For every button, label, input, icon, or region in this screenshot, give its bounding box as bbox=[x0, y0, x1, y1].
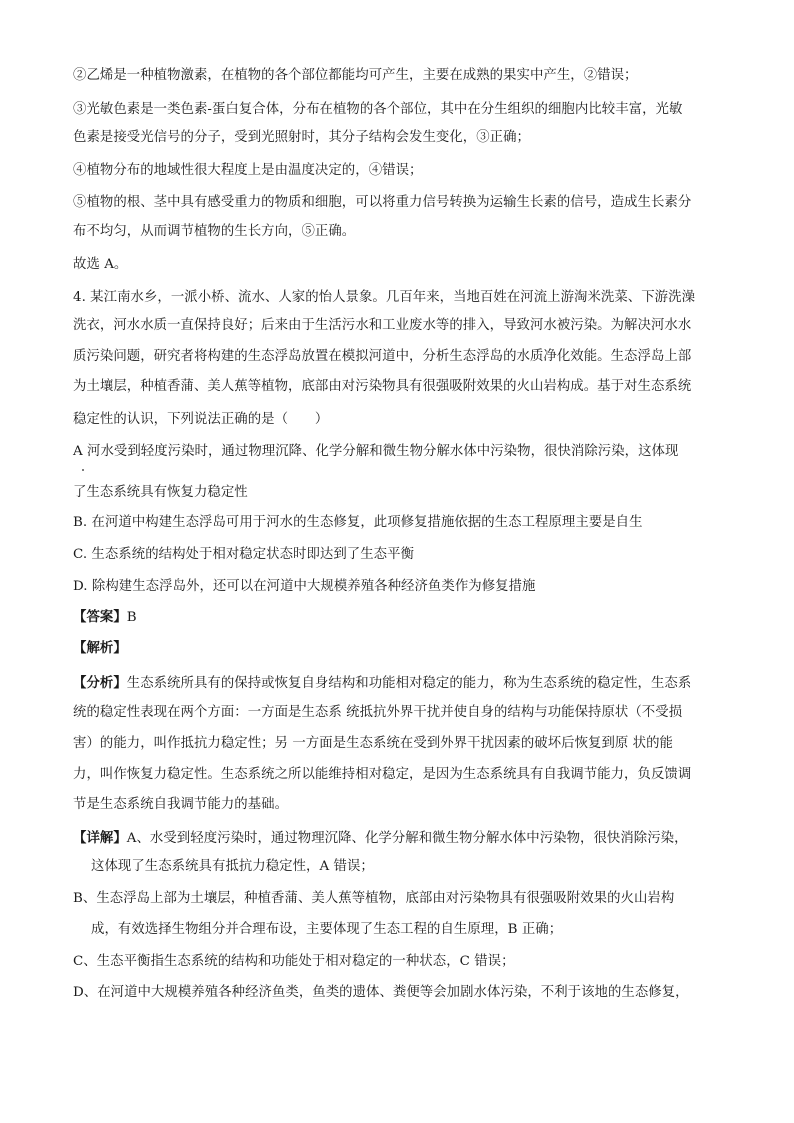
question-stem: 质污染问题，研究者将构建的生态浮岛放置在模拟河道中，分析生态浮岛的水质净化效能。生态浮岛上部 bbox=[73, 349, 692, 364]
xiangjie-line: 成，有效选择生物组分并合理布设，主要体现了生态工程的自生原理，B 正确； bbox=[91, 922, 563, 937]
option-b: B. 在河道中构建生态浮岛可用于河水的生态修复，此项修复措施依据的生态工程原理主要是自生 bbox=[73, 515, 643, 530]
text-line: ②乙烯是一种植物激素，在植物的各个部位都能均可产生，主要在成熟的果实中产生，②错误； bbox=[73, 68, 638, 83]
text-line: 布不均匀，从而调节植物的生长方向，⑤正确。 bbox=[73, 224, 356, 239]
xiangjie-line: D、在河道中大规模养殖各种经济鱼类，鱼类的遗体、粪便等会加剧水体污染，不利于该地的生态修复， bbox=[73, 985, 689, 1000]
xiangjie-line bbox=[73, 829, 688, 848]
stray-dot bbox=[82, 469, 84, 471]
text-line: ④植物分布的地域性很大程度上是由温度决定的，④错误； bbox=[73, 163, 423, 178]
option-c: C. 生态系统的结构处于相对稳定状态时即达到了生态平衡 bbox=[73, 547, 415, 562]
text-line: ⑤植物的根、茎中具有感受重力的物质和细胞，可以将重力信号转换为运输生长素的信号，造成生长素分 bbox=[73, 195, 692, 210]
fenxi-tag: 【分析】 bbox=[73, 675, 127, 691]
question-stem: 稳定性的认识，下列说法正确的是（ ） bbox=[73, 412, 329, 427]
fenxi-line: 力，叫作恢复力稳定性。生态系统之所以能维持相对稳定，是因为生态系统具有自我调节能力，负反馈调 bbox=[73, 767, 692, 782]
answer-value: B bbox=[126, 610, 137, 625]
xiangjie-tag: 【详解】 bbox=[73, 830, 127, 846]
option-a: A 河水受到轻度污染时，通过物理沉降、化学分解和微生物分解水体中污染物，很快消除污染，这体现 bbox=[73, 444, 679, 459]
answer-line bbox=[73, 608, 137, 627]
text-line: 故选 A。 bbox=[73, 257, 128, 272]
option-d: D. 除构建生态浮岛外，还可以在河道中大规模养殖各种经济鱼类作为修复措施 bbox=[73, 579, 536, 594]
xiangjie-line: C、生态平衡指生态系统的结构和功能处于相对稳定的一种状态，C 错误； bbox=[73, 954, 515, 969]
analysis-tag: 【解析】 bbox=[73, 640, 127, 656]
question-stem: 4. 某江南水乡，一派小桥、流水、人家的怡人景象。几百年来，当地百姓在河流上游淘米洗菜、下游洗澡 bbox=[73, 290, 696, 305]
fenxi-line: 节是生态系统自我调节能力的基础。 bbox=[73, 797, 289, 812]
question-stem: 为土壤层，种植香蒲、美人蕉等植物，底部由对污染物具有很强吸附效果的火山岩构成。基于对生态系统 bbox=[73, 379, 692, 394]
fenxi-line: 害）的能力，叫作抵抗力稳定性；另 一方面是生态系统在受到外界干扰因素的破坏后恢复到原 状的能 bbox=[73, 736, 673, 751]
text-line: ③光敏色素是一类色素-蛋白复合体，分布在植物的各个部位，其中在分生组织的细胞内比较丰富，光敏 bbox=[73, 102, 683, 117]
fenxi-text: 生态系统所具有的保持或恢复自身结构和功能相对稳定的能力，称为生态系统的稳定性，生态系 bbox=[126, 676, 692, 691]
option-a-cont: 了生态系统具有恢复力稳定性 bbox=[73, 485, 248, 500]
answer-tag: 【答案】 bbox=[73, 609, 127, 625]
fenxi-line bbox=[73, 674, 691, 693]
xiangjie-line: B、生态浮岛上部为土壤层，种植香蒲、美人蕉等植物，底部由对污染物具有很强吸附效果的火山岩构 bbox=[73, 891, 675, 906]
question-stem: 洗衣，河水水质一直保持良好；后来由于生活污水和工业废水等的排入，导致河水被污染。为解决河水水 bbox=[73, 318, 692, 333]
xiangjie-line: 这体现了生态系统具有抵抗力稳定性，A 错误； bbox=[91, 859, 374, 874]
analysis-heading bbox=[73, 639, 127, 658]
fenxi-line: 统的稳定性表现在两个方面：一方面是生态系 统抵抗外界干扰并使自身的结构与功能保持原状（不受损 bbox=[73, 705, 683, 720]
text-line: 色素是接受光信号的分子，受到光照射时，其分子结构会发生变化，③正确； bbox=[73, 130, 530, 145]
xiangjie-text: A、水受到轻度污染时，通过物理沉降、化学分解和微生物分解水体中污染物，很快消除污染， bbox=[126, 831, 688, 846]
